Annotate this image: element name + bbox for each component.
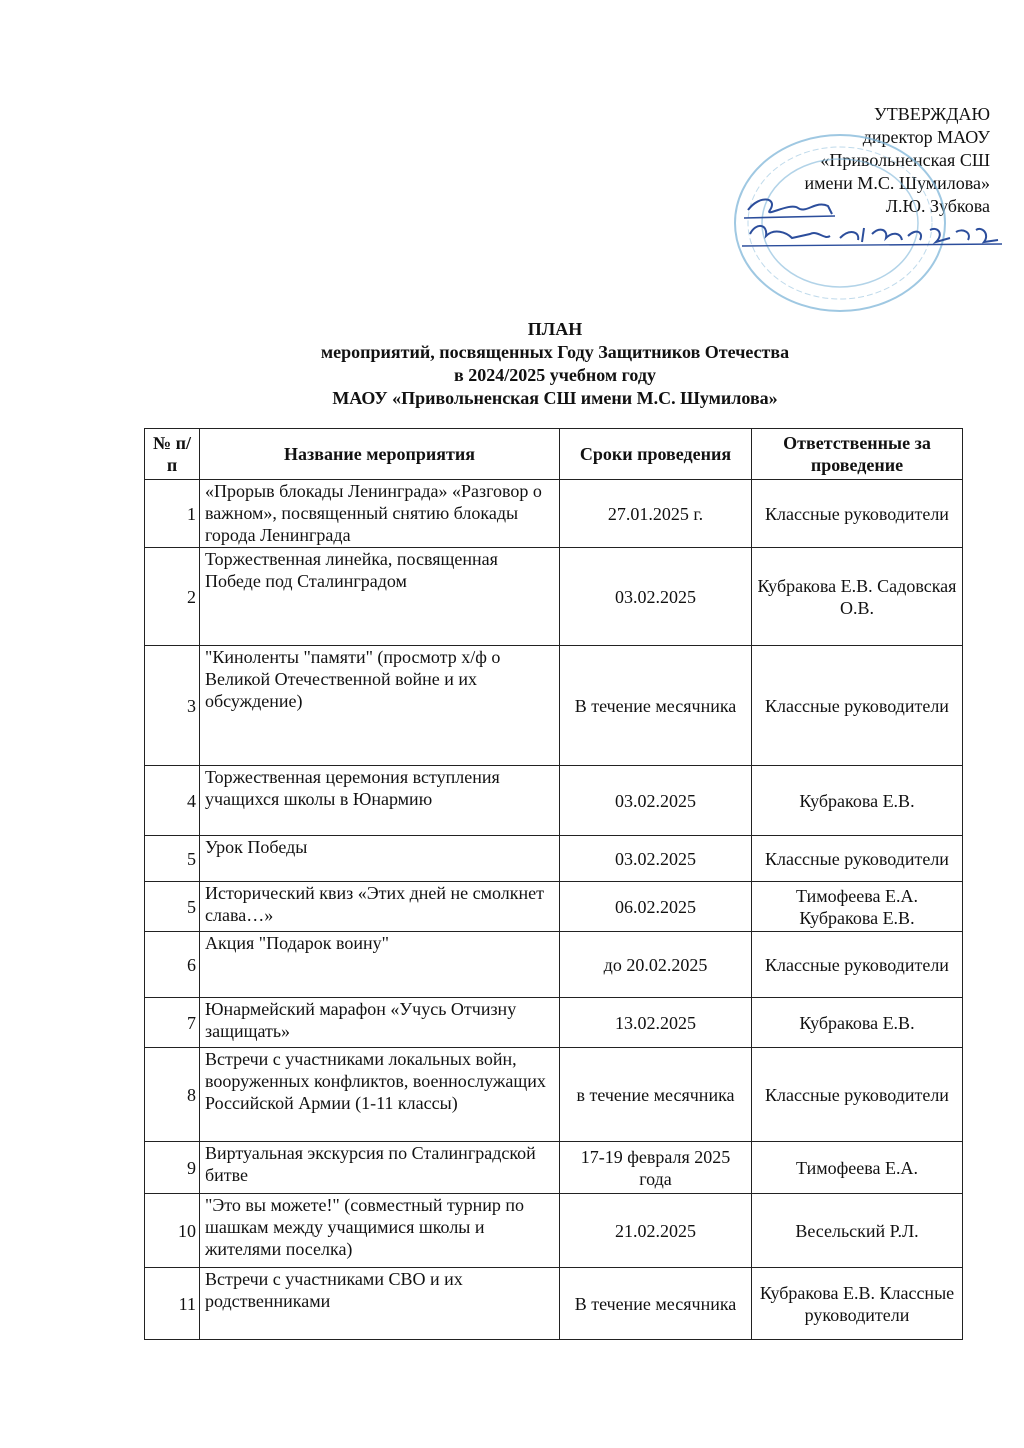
header-date: Сроки проведения: [560, 429, 752, 480]
table-row: [145, 1194, 963, 1268]
header-name: Название мероприятия: [200, 429, 560, 480]
row-date: 13.02.2025: [560, 998, 752, 1048]
table-row: [145, 766, 963, 836]
row-date: 27.01.2025 г.: [560, 480, 752, 548]
document-title: [150, 318, 960, 410]
row-responsible: Классные руководители: [752, 1048, 963, 1142]
row-responsible: Кубракова Е.В.: [752, 766, 963, 836]
table-header-row: [145, 429, 963, 480]
table-row: [145, 548, 963, 646]
row-date: 21.02.2025: [560, 1194, 752, 1268]
row-responsible: Тимофеева Е.А.: [752, 1142, 963, 1194]
table-row: [145, 836, 963, 882]
row-responsible: Тимофеева Е.А. Кубракова Е.В.: [752, 882, 963, 932]
table-row: [145, 932, 963, 998]
row-event-name: Встречи с участниками СВО и их родственниками: [200, 1268, 560, 1340]
row-date: 03.02.2025: [560, 548, 752, 646]
row-event-name: Виртуальная экскурсия по Сталинградской битве: [200, 1142, 560, 1194]
header-num: № п/п: [145, 429, 200, 480]
title-plan: ПЛАН: [527, 319, 583, 339]
row-date: 17-19 февраля 2025 года: [560, 1142, 752, 1194]
table-row: [145, 1142, 963, 1194]
title-year: в 2024/2025 учебном году: [454, 365, 656, 385]
row-date: 03.02.2025: [560, 766, 752, 836]
row-event-name: "Это вы можете!" (совместный турнир по шашкам между учащимися школы и жителями поселка): [200, 1194, 560, 1268]
row-num: 4: [145, 766, 200, 836]
row-event-name: Торжественная церемония вступления учащихся школы в Юнармию: [200, 766, 560, 836]
approval-position: директор МАОУ: [862, 127, 990, 147]
row-responsible: Классные руководители: [752, 836, 963, 882]
table-row: [145, 882, 963, 932]
row-num: 11: [145, 1268, 200, 1340]
row-event-name: Урок Победы: [200, 836, 560, 882]
table-row: [145, 998, 963, 1048]
row-num: 1: [145, 480, 200, 548]
row-responsible: Классные руководители: [752, 480, 963, 548]
row-event-name: Акция "Подарок воину": [200, 932, 560, 998]
approval-school-line2: имени М.С. Шумилова»: [804, 173, 990, 193]
row-date: 06.02.2025: [560, 882, 752, 932]
row-num: 5: [145, 836, 200, 882]
row-event-name: Торжественная линейка, посвященная Победе под Сталинградом: [200, 548, 560, 646]
row-event-name: «Прорыв блокады Ленинграда» «Разговор о важном», посвященный снятию блокады города Ленинграда: [200, 480, 560, 548]
title-school: МАОУ «Привольненская СШ имени М.С. Шумилова»: [332, 388, 778, 408]
approval-block: [700, 103, 990, 218]
row-date: до 20.02.2025: [560, 932, 752, 998]
row-responsible: Кубракова Е.В. Садовская О.В.: [752, 548, 963, 646]
row-responsible: Классные руководители: [752, 932, 963, 998]
table-row: [145, 646, 963, 766]
row-responsible: Кубракова Е.В. Классные руководители: [752, 1268, 963, 1340]
table-row: [145, 480, 963, 548]
row-num: 3: [145, 646, 200, 766]
approval-heading: УТВЕРЖДАЮ: [873, 104, 990, 124]
title-subject: мероприятий, посвященных Году Защитников Отечества: [320, 342, 790, 362]
row-num: 5: [145, 882, 200, 932]
row-responsible: Весельский Р.Л.: [752, 1194, 963, 1268]
row-date: В течение месячника: [560, 1268, 752, 1340]
approval-school-line1: «Привольненская СШ: [820, 150, 990, 170]
row-date: В течение месячника: [560, 646, 752, 766]
row-num: 9: [145, 1142, 200, 1194]
row-num: 10: [145, 1194, 200, 1268]
row-event-name: Встречи с участниками локальных войн, вооруженных конфликтов, военнослужащих Российской Армии (1-11 классы): [200, 1048, 560, 1142]
events-table: [144, 428, 963, 1340]
row-event-name: Исторический квиз «Этих дней не смолкнет слава…»: [200, 882, 560, 932]
row-responsible: Классные руководители: [752, 646, 963, 766]
row-num: 6: [145, 932, 200, 998]
row-num: 8: [145, 1048, 200, 1142]
table-row: [145, 1048, 963, 1142]
row-event-name: Юнармейский марафон «Учусь Отчизну защищать»: [200, 998, 560, 1048]
header-responsible: Ответственные за проведение: [752, 429, 963, 480]
table-row: [145, 1268, 963, 1340]
row-date: 03.02.2025: [560, 836, 752, 882]
approval-director-name: Л.Ю. Зубкова: [885, 196, 990, 216]
row-responsible: Кубракова Е.В.: [752, 998, 963, 1048]
row-date: в течение месячника: [560, 1048, 752, 1142]
row-num: 7: [145, 998, 200, 1048]
row-event-name: "Киноленты "памяти" (просмотр х/ф о Великой Отечественной войне и их обсуждение): [200, 646, 560, 766]
row-num: 2: [145, 548, 200, 646]
